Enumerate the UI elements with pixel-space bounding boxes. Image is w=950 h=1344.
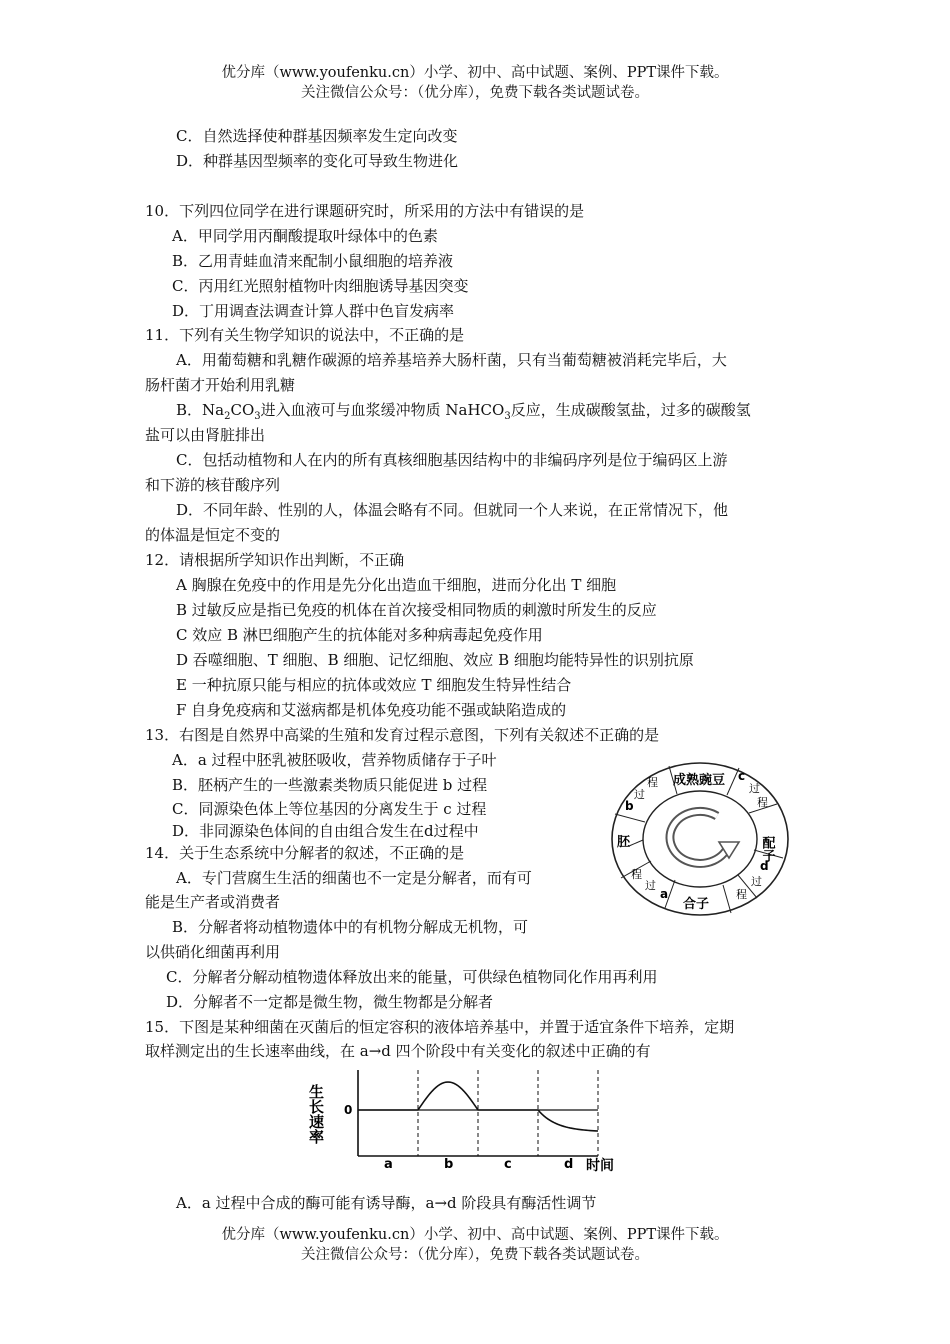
q14-option-c: C．分解者分解动植物遗体释放出来的能量，可供绿色植物同化作用再利用 [166, 968, 658, 986]
cycle-b-cheng: 程 [647, 776, 658, 789]
q10-option-d: D．丁用调查法调查计算人群中色盲发病率 [172, 302, 455, 320]
q13-option-a: A．a 过程中胚乳被胚吸收，营养物质储存于子叶 [172, 751, 497, 769]
cycle-c-guo: 过 [749, 782, 760, 795]
q12-option-f: F 自身免疫病和艾滋病都是机体免疫功能不强或缺陷造成的 [176, 701, 567, 719]
q11-option-d-line2: 的体温是恒定不变的 [145, 526, 281, 544]
q11-option-a-line2: 肠杆菌才开始利用乳糖 [145, 376, 296, 394]
phase-label-b: b [444, 1157, 454, 1172]
cycle-c-label: c [738, 769, 746, 783]
cycle-label-left: 胚 [617, 835, 631, 850]
q10-option-a: A．甲同学用丙酮酸提取叶绿体中的色素 [172, 227, 438, 245]
q12-option-e: E 一种抗原只能与相应的抗体或效应 T 细胞发生特异性结合 [176, 676, 572, 694]
q12-option-d: D 吞噬细胞、T 细胞、B 细胞、记忆细胞、效应 B 细胞均能特异性的识别抗原 [176, 651, 694, 669]
q12-option-c: C 效应 B 淋巴细胞产生的抗体能对多种病毒起免疫作用 [176, 626, 543, 644]
footer-line-1: 优分库（www.youfenku.cn）小学、初中、高中试题、案例、PPT课件下载。 [221, 1227, 729, 1243]
phase-label-a: a [384, 1157, 393, 1172]
q14-option-a-line2: 能是生产者或消费者 [145, 893, 281, 911]
phase-label-c: c [504, 1157, 512, 1172]
q10-option-c: C．丙用红光照射植物叶肉细胞诱导基因突变 [172, 277, 469, 295]
q14-option-b-line2: 以供硝化细菌再利用 [145, 943, 281, 961]
cycle-a-cheng: 程 [631, 868, 642, 881]
chart-zero-label: 0 [344, 1103, 353, 1117]
q11-option-c-line1: C．包括动植物和人在内的所有真核细胞基因结构中的非编码序列是位于编码区上游 [176, 451, 728, 469]
q15-stem-line1: 15．下图是某种细菌在灭菌后的恒定容积的液体培养基中，并置于适宜条件下培养，定期 [145, 1018, 735, 1036]
q9-option-c: C．自然选择使种群基因频率发生定向改变 [176, 127, 458, 145]
cycle-c-cheng: 程 [757, 796, 768, 809]
header-line-2: 关注微信公众号：（优分库），免费下载各类试题试卷。 [301, 85, 649, 101]
q11-stem: 11．下列有关生物学知识的说法中，不正确的是 [145, 326, 465, 344]
q14-option-a-line1: A．专门营腐生生活的细菌也不一定是分解者，而有可 [176, 869, 532, 887]
cycle-d-guo: 过 [751, 875, 762, 888]
q11-option-d-line1: D．不同年龄、性别的人，体温会略有不同。但就同一个人来说，在正常情况下，他 [176, 501, 729, 519]
phase-label-d: d [564, 1157, 574, 1172]
header-line-1: 优分库（www.youfenku.cn）小学、初中、高中试题、案例、PPT课件下载。 [221, 65, 729, 81]
q13-option-c: C．同源染色体上等位基因的分离发生于 c 过程 [172, 800, 487, 818]
cycle-label-right: 配子 [759, 836, 775, 862]
cycle-d-cheng: 程 [736, 888, 747, 901]
q12-option-b: B 过敏反应是指已免疫的机体在首次接受相同物质的刺激时所发生的反应 [176, 601, 657, 619]
q11-option-b-line2: 盐可以由肾脏排出 [145, 426, 266, 444]
q12-stem: 12．请根据所学知识作出判断，不正确 [145, 551, 405, 569]
chart-xlabel: 时间 [586, 1158, 614, 1174]
q14-stem: 14．关于生态系统中分解者的叙述，不正确的是 [145, 844, 465, 862]
q13-option-d: D．非同源染色体间的自由组合发生在d过程中 [172, 822, 479, 840]
cycle-a-label: a [660, 887, 669, 901]
q9-option-d: D．种群基因型频率的变化可导致生物进化 [176, 152, 459, 170]
cycle-inner-ring [643, 791, 757, 887]
chart-ylabel: 生长速率 [307, 1084, 325, 1144]
reproduction-cycle-figure [605, 758, 795, 920]
q15-option-a: A．a 过程中合成的酶可能有诱导酶，a→d 阶段具有酶活性调节 [176, 1194, 597, 1212]
q14-option-d: D．分解者不一定都是微生物，微生物都是分解者 [166, 993, 494, 1011]
cycle-d-label: d [760, 859, 769, 873]
q13-option-b: B．胚柄产生的一些激素类物质只能促进 b 过程 [172, 776, 488, 794]
cycle-b-guo: 过 [634, 788, 645, 801]
q10-option-b: B．乙用青蛙血清来配制小鼠细胞的培养液 [172, 252, 454, 270]
cycle-b-label: b [625, 799, 634, 813]
footer-line-2: 关注微信公众号：（优分库），免费下载各类试题试卷。 [301, 1247, 649, 1263]
cycle-label-top: 成熟豌豆 [673, 773, 726, 788]
q11-option-a-line1: A．用葡萄糖和乳糖作碳源的培养基培养大肠杆菌，只有当葡萄糖被消耗完毕后，大 [176, 351, 727, 369]
growth-rate-chart [307, 1068, 640, 1174]
q15-stem-line2: 取样测定出的生长速率曲线，在 a→d 四个阶段中有关变化的叙述中正确的有 [145, 1042, 651, 1060]
q11-option-c-line2: 和下游的核苷酸序列 [145, 476, 281, 494]
cycle-label-bottom: 合子 [683, 897, 710, 912]
cycle-a-guo: 过 [645, 879, 656, 892]
q12-option-a: A 胸腺在免疫中的作用是先分化出造血干细胞，进而分化出 T 细胞 [176, 576, 617, 594]
q11-option-b-line1: B．$Na_2CO_3$进入血液可与血浆缓冲物质 NaHCO$_3$反应，生成碳酸氢盐，过多的碳酸氢 [176, 401, 751, 422]
q10-stem: 10．下列四位同学在进行课题研究时，所采用的方法中有错误的是 [145, 202, 585, 220]
q14-option-b-line1: B．分解者将动植物遗体中的有机物分解成无机物，可 [172, 918, 529, 936]
q13-stem: 13．右图是自然界中高粱的生殖和发育过程示意图，下列有关叙述不正确的是 [145, 726, 660, 744]
